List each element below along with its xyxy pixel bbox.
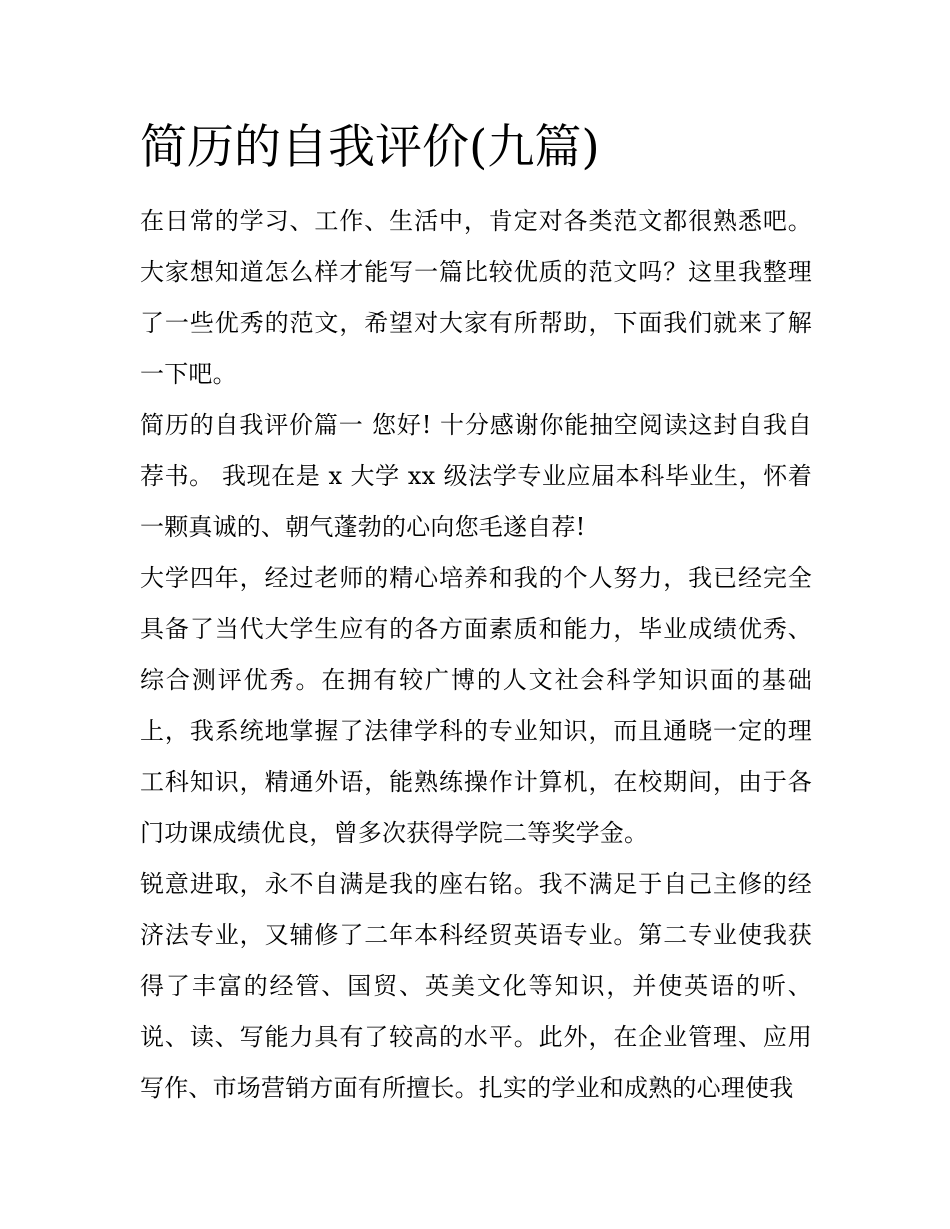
document-body bbox=[140, 112, 812, 1114]
paragraph-greeting: 简历的自我评价篇一 您好! 十分感谢你能抽空阅读这封自我自荐书。 我现在是 x 大学 xx 级法学专业应届本科毕业生，怀着一颗真诚的、朝气蓬勃的心向您毛遂自荐! bbox=[140, 411, 812, 541]
document-title: 简历的自我评价(九篇) bbox=[140, 120, 600, 175]
paragraph-list bbox=[140, 196, 812, 1114]
paragraph-university: 大学四年，经过老师的精心培养和我的个人努力，我已经完全具备了当代大学生应有的各方面素质和能力，毕业成绩优秀、综合测评优秀。在拥有较广博的人文社会科学知识面的基础上，我系统地掌握了法律学科的专业知识，而且通晓一定的理工科知识，精通外语，能熟练操作计算机，在校期间，由于各门功课成绩优良，曾多次获得学院二等奖学金。 bbox=[140, 564, 812, 847]
paragraph-motto: 锐意进取，永不自满是我的座右铭。我不满足于自己主修的经济法专业，又辅修了二年本科经贸英语专业。第二专业使我获得了丰富的经管、国贸、英美文化等知识，并使英语的听、说、读、写能力具有了较高的水平。此外，在企业管理、应用写作、市场营销方面有所擅长。扎实的学业和成熟的心理使我 bbox=[140, 870, 812, 1102]
paragraph-intro: 在日常的学习、工作、生活中，肯定对各类范文都很熟悉吧。大家想知道怎么样才能写一篇比较优质的范文吗？这里我整理了一些优秀的范文，希望对大家有所帮助，下面我们就来了解一下吧。 bbox=[140, 207, 812, 388]
